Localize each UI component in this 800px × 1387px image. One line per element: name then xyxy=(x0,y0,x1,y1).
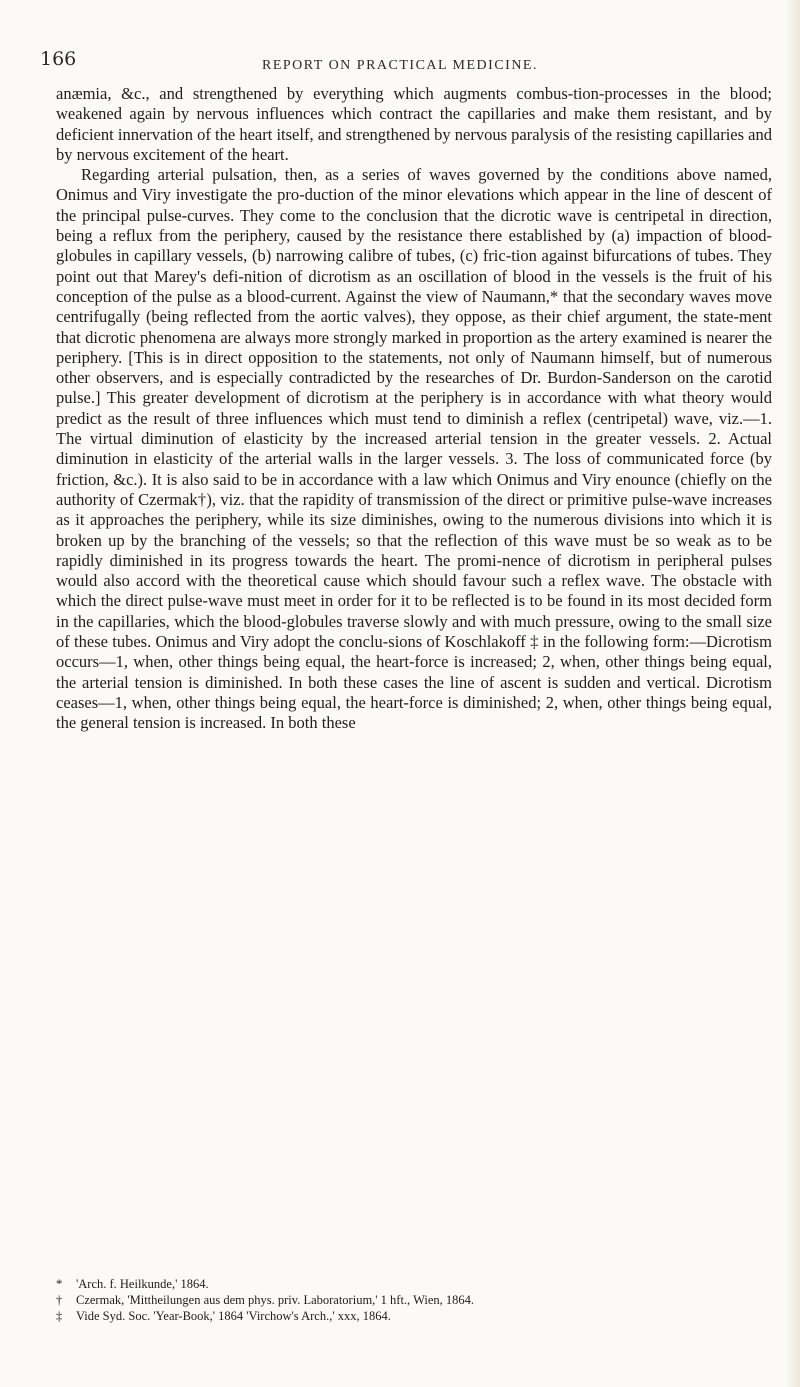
footnote-mark: ‡ xyxy=(56,1309,63,1323)
page-header xyxy=(40,48,760,78)
paragraph-continuation: anæmia, &c., and strengthened by everything which augments combus-tion-processes in the blood; weakened again by nervous influences which contract the capillaries and make them resistant, and by deficient innervation of the heart itself, and strengthened by nervous paralysis of the resisting capillaries and by nervous excitement of the heart. xyxy=(56,84,772,164)
footnote xyxy=(56,1276,772,1292)
footnote-text: Vide Syd. Soc. 'Year-Book,' 1864 'Virchow's Arch.,' xxx, 1864. xyxy=(76,1309,391,1323)
footnote-mark: * xyxy=(56,1277,63,1291)
footnotes xyxy=(56,1276,772,1324)
page-edge-shadow xyxy=(786,0,800,1387)
footnote-text: Czermak, 'Mittheilungen aus dem phys. priv. Laboratorium,' 1 hft., Wien, 1864. xyxy=(76,1293,475,1307)
footnote-text: 'Arch. f. Heilkunde,' 1864. xyxy=(76,1277,209,1291)
footnote xyxy=(56,1308,772,1324)
footnote-mark: † xyxy=(56,1293,63,1307)
footnote xyxy=(56,1292,772,1308)
body-text xyxy=(56,84,772,734)
paragraph-arterial-pulsation: Regarding arterial pulsation, then, as a series of waves governed by the conditions above named, Onimus and Viry investigate the pro-duction of the minor elevations which appear in the line of descent of the principal pulse-curves. They come to the conclusion that the dicrotic wave is centripetal in direction, being a reflux from the periphery, caused by the resistance there established by (a) impaction of blood-globules in capillary vessels, (b) narrowing calibre of tubes, (c) fric-tion against bifurcations of tubes. They point out that Marey's defi-nition of dicrotism as an oscillation of blood in the vessels is the fruit of his conception of the pulse as a blood-current. Against the view of Naumann,* that the secondary waves move centrifugally (being reflected from the aortic valves), they oppose, as their chief argument, the state-ment that dicrotic phenomena are always more strongly marked in proportion as the artery examined is nearer the periphery. [This is in direct opposition to the statements, not only of Naumann himself, but of numerous other observers, and is especially contradicted by the researches of Dr. Burdon-Sanderson on the carotid pulse.] This greater development of dicrotism at the periphery is in accordance with what theory would predict as the result of three influences which must tend to diminish a reflex (centripetal) wave, viz.—1. The virtual diminution of elasticity by the increased arterial tension in the greater vessels. 2. Actual diminution in elasticity of the arterial walls in the larger vessels. 3. The loss of communicated force (by friction, &c.). It is also said to be in accordance with a law which Onimus and Viry enounce (chiefly on the authority of Czermak†), viz. that the rapidity of transmission of the direct or primitive pulse-wave increases as it approaches the periphery, while its size diminishes, owing to the numerous divisions into which it is broken up by the branching of the vessels; so that the reflection of this wave must be so weak as to be rapidly diminished in its progress towards the heart. The promi-nence of dicrotism in peripheral pulses would also accord with the theoretical cause which should favour such a reflex wave. The obstacle with which the direct pulse-wave must meet in order for it to be reflected is to be found in its most decided form in the capillaries, which the blood-globules traverse slowly and with much pressure, owing to the small size of these tubes. Onimus and Viry adopt the conclu-sions of Koschlakoff ‡ in the following form:—Dicrotism occurs—1, when, other things being equal, the heart-force is increased; 2, when, other things being equal, the arterial tension is diminished. In both these cases the line of ascent is sudden and vertical. Dicrotism ceases—1, when, other things being equal, the heart-force is diminished; 2, when, other things being equal, the general tension is increased. In both these xyxy=(56,165,772,733)
running-head: REPORT ON PRACTICAL MEDICINE. xyxy=(261,58,538,73)
page-number: 166 xyxy=(40,48,77,70)
